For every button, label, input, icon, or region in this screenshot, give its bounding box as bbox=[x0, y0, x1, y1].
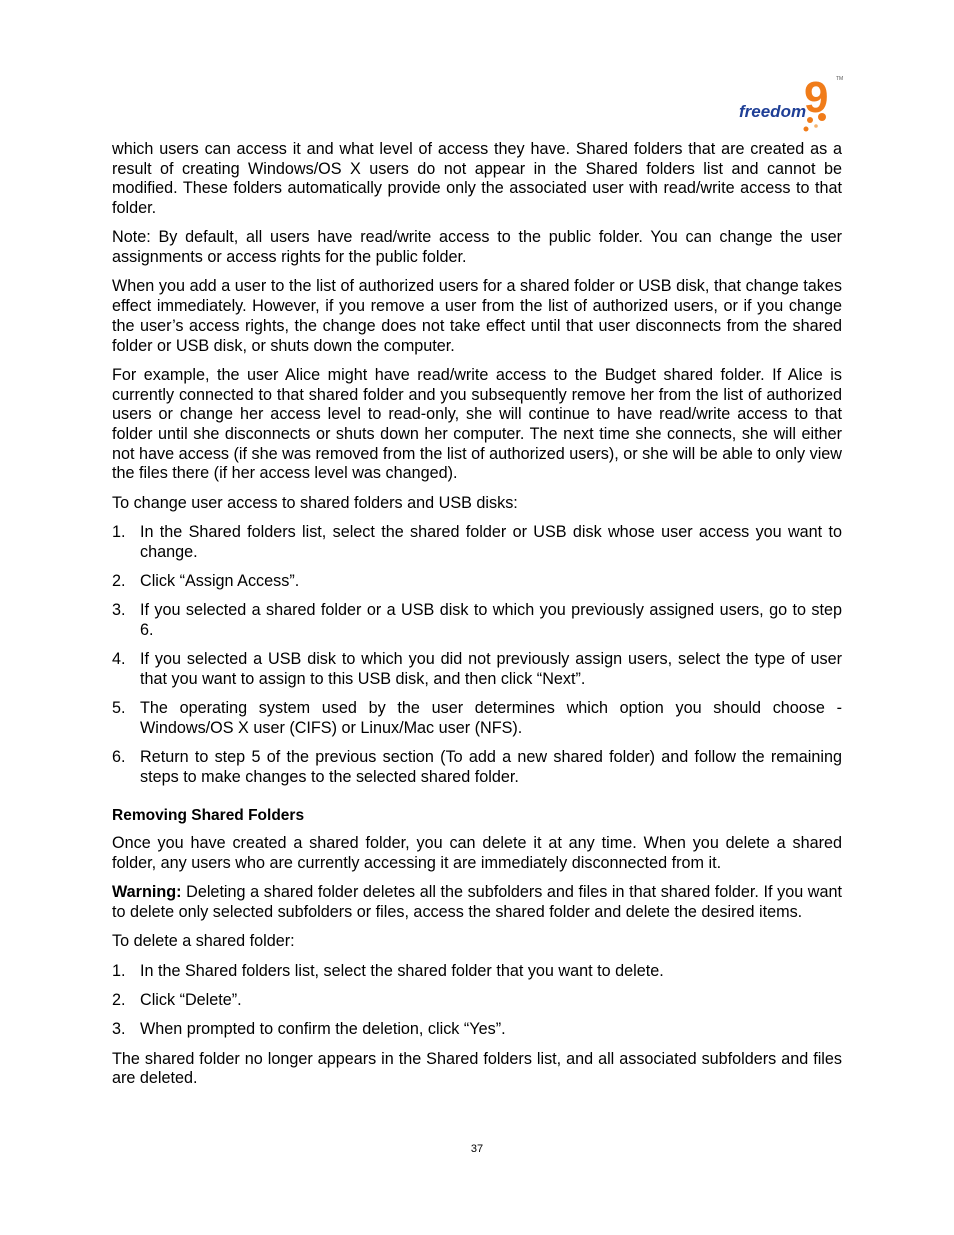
logo-numeral: 9 bbox=[804, 73, 829, 122]
list-item bbox=[112, 991, 842, 1011]
step-text: Return to step 5 of the previous section (To add a new shared folder) and follow the remaining steps to make changes to the selected shared folder. bbox=[140, 748, 842, 786]
step-number: 2. bbox=[112, 571, 126, 590]
step-number: 6. bbox=[112, 748, 126, 767]
logo-dot-tiny bbox=[814, 124, 818, 128]
paragraph-change-access-lead: To change user access to shared folders and USB disks: bbox=[112, 493, 518, 512]
freedom9-logo bbox=[736, 72, 846, 134]
warning-label: Warning: bbox=[112, 883, 182, 902]
steps-change-access bbox=[112, 523, 842, 788]
step-number: 1. bbox=[112, 961, 126, 980]
paragraph-shared-folders-intro: which users can access it and what level of access they have. Shared folders that are created as a result of creating Windows/OS X users do not appear in the Shared folders list and cannot be modified. These folders automatically provide only the associated user with read/write access to that folder. bbox=[112, 140, 842, 218]
step-text: Click “Assign Access”. bbox=[140, 571, 300, 590]
paragraph-removing-intro: Once you have created a shared folder, you can delete it at any time. When you delete a shared folder, any users who are currently accessing it are immediately disconnected from it. bbox=[112, 834, 842, 873]
section-heading-removing-shared-folders: Removing Shared Folders bbox=[112, 806, 305, 824]
step-text: Click “Delete”. bbox=[140, 990, 242, 1009]
step-text: The operating system used by the user determines which option you should choose - Windows/OS X user (CIFS) or Linux/Mac user (NFS). bbox=[140, 699, 842, 737]
step-number: 3. bbox=[112, 601, 126, 620]
list-item bbox=[112, 650, 842, 689]
list-item bbox=[112, 523, 842, 562]
steps-delete-folder bbox=[112, 962, 842, 1040]
list-item bbox=[112, 699, 842, 738]
list-item bbox=[112, 748, 842, 787]
paragraph-note-public-folder: Note: By default, all users have read/write access to the public folder. You can change the user assignments or access rights for the public folder. bbox=[112, 228, 842, 267]
warning-callout bbox=[112, 883, 842, 922]
step-text: In the Shared folders list, select the shared folder that you want to delete. bbox=[140, 961, 664, 980]
paragraph-delete-outcome: The shared folder no longer appears in the Shared folders list, and all associated subfolders and files are deleted. bbox=[112, 1049, 842, 1088]
list-item bbox=[112, 601, 842, 640]
logo-tm: TM bbox=[836, 76, 844, 82]
document-body bbox=[112, 140, 842, 1099]
paragraph-delete-lead: To delete a shared folder: bbox=[112, 932, 295, 951]
step-number: 5. bbox=[112, 699, 126, 718]
step-number: 4. bbox=[112, 650, 126, 669]
step-number: 2. bbox=[112, 990, 126, 1009]
page-number: 37 bbox=[470, 1143, 484, 1155]
paragraph-alice-example: For example, the user Alice might have read/write access to the Budget shared folder. If Alice is currently connected to that shared folder and you subsequently remove her from the list of authorized users or change her access level to read-only, she will continue to have read/write access to that folder until she disconnects or shuts down her computer. The next time she connects, she will either not have access (if she was removed from the list of authorized users), or she will be able to only view the files there (if her access level was changed). bbox=[112, 365, 842, 483]
step-text: If you selected a shared folder or a USB disk to which you previously assigned users, go to step 6. bbox=[140, 601, 842, 639]
list-item bbox=[112, 962, 842, 982]
step-text: If you selected a USB disk to which you did not previously assign users, select the type of user that you want to assign to this USB disk, and then click “Next”. bbox=[140, 650, 842, 688]
step-text: In the Shared folders list, select the shared folder or USB disk whose user access you want to change. bbox=[140, 522, 842, 561]
logo-word: freedom bbox=[739, 102, 807, 121]
logo-dot-small bbox=[804, 127, 809, 132]
warning-text: Deleting a shared folder deletes all the subfolders and files in that shared folder. If you want to delete only selected subfolders or files, access the shared folder and delete the desired items. bbox=[112, 883, 842, 922]
paragraph-access-change-timing: When you add a user to the list of authorized users for a shared folder or USB disk, that change takes effect immediately. However, if you remove a user from the list of authorized users, or if you change the user’s access rights, the change does not take effect until that user disconnects from the shared folder or USB disk, or shuts down the computer. bbox=[112, 277, 842, 355]
step-text: When prompted to confirm the deletion, click “Yes”. bbox=[140, 1020, 506, 1039]
step-number: 1. bbox=[112, 522, 126, 541]
list-item bbox=[112, 1020, 842, 1040]
list-item bbox=[112, 572, 842, 592]
step-number: 3. bbox=[112, 1020, 126, 1039]
